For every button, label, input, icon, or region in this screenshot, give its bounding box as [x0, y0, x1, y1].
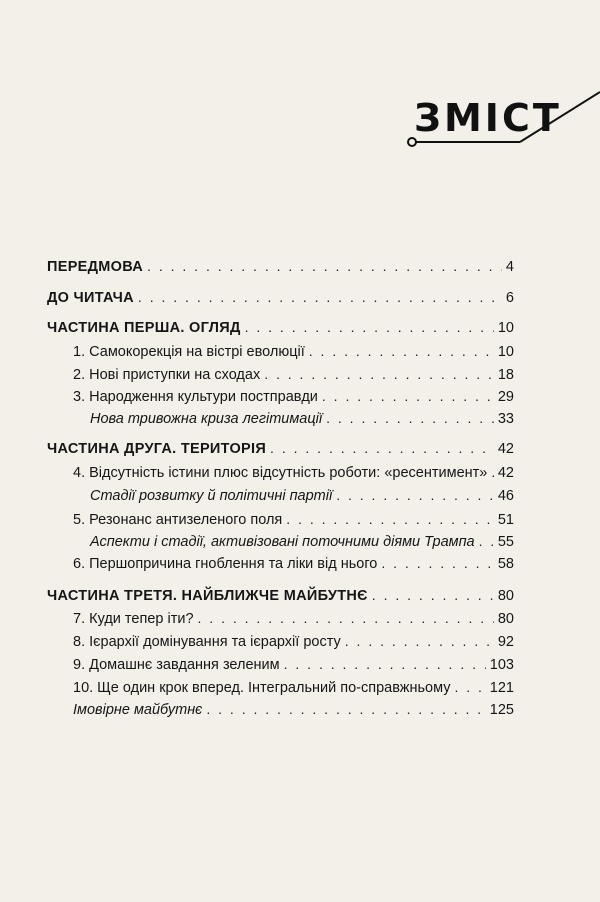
toc-entry-title: ЧАСТИНА ДРУГА. ТЕРИТОРІЯ — [47, 441, 267, 457]
toc-entry-title: 9. Домашнє завдання зеленим — [73, 657, 280, 673]
toc-entry-title: 2. Нові приступки на сходах — [73, 367, 261, 383]
toc-entry-page: 103 — [489, 657, 514, 673]
dot-leader — [284, 656, 486, 672]
toc-entry-page: 18 — [497, 367, 514, 383]
toc-entry-page: 29 — [497, 389, 514, 405]
toc-entry-page: 55 — [497, 534, 514, 550]
dot-leader — [322, 388, 494, 404]
toc-entry-page: 10 — [497, 320, 514, 336]
toc-entry-title: ЧАСТИНА ПЕРША. ОГЛЯД — [47, 320, 241, 336]
toc-entry — [0, 533, 600, 555]
toc-entry-page: 92 — [497, 634, 514, 650]
dot-leader — [372, 587, 494, 603]
toc-entry-page: 80 — [497, 588, 514, 604]
dot-leader — [147, 258, 502, 274]
toc-entry — [0, 679, 600, 701]
dot-leader — [479, 533, 494, 549]
toc-entry-title: ЧАСТИНА ТРЕТЯ. НАЙБЛИЖЧЕ МАЙБУТНЄ — [47, 588, 368, 604]
toc-entry-title: 8. Ієрархії домінування та ієрархії росту — [73, 634, 341, 650]
toc-entry-page: 4 — [505, 259, 514, 275]
toc-entry — [0, 440, 600, 462]
dot-leader — [345, 633, 494, 649]
toc-entry — [0, 319, 600, 341]
toc-entry — [0, 633, 600, 655]
toc-entry — [0, 487, 600, 509]
toc-entry-page: 42 — [497, 465, 514, 481]
toc-entry — [0, 587, 600, 609]
toc-entry-title: 1. Самокорекція на вістрі еволюції — [73, 344, 305, 360]
toc-entry — [0, 555, 600, 577]
dot-leader — [138, 289, 502, 305]
dot-leader — [270, 440, 494, 456]
dot-leader — [336, 487, 494, 503]
toc-entry-page: 58 — [497, 556, 514, 572]
toc-entry-page: 46 — [497, 488, 514, 504]
toc-entry-title: Нова тривожна криза легітимації — [90, 411, 323, 427]
toc-entry — [0, 511, 600, 533]
dot-leader — [264, 366, 494, 382]
toc-entry — [0, 258, 600, 280]
toc-entry — [0, 388, 600, 410]
dot-leader — [326, 410, 494, 426]
toc-entry — [0, 343, 600, 365]
toc-entry — [0, 464, 600, 486]
toc-entry — [0, 656, 600, 678]
dot-leader — [198, 610, 494, 626]
toc-entry-page: 33 — [497, 411, 514, 427]
toc-entry-title: 7. Куди тепер іти? — [73, 611, 194, 627]
toc-entry-title: 3. Народження культури постправди — [73, 389, 318, 405]
toc-entry — [0, 410, 600, 432]
toc-entry-title: ДО ЧИТАЧА — [47, 290, 134, 306]
page-title: ЗМІСТ — [414, 96, 562, 140]
toc-entry-page: 121 — [489, 680, 514, 696]
toc-entry-title: Імовірне майбутнє — [73, 702, 203, 718]
toc-entry-page: 42 — [497, 441, 514, 457]
toc-entry — [0, 289, 600, 311]
toc-entry-page: 80 — [497, 611, 514, 627]
toc-entry-title: 6. Першопричина гноблення та ліки від нього — [73, 556, 378, 572]
toc-entry-page: 51 — [497, 512, 514, 528]
toc-entry-page: 6 — [505, 290, 514, 306]
dot-leader — [454, 679, 485, 695]
dot-leader — [309, 343, 494, 359]
toc-entry-title: 10. Ще один крок вперед. Інтегральний по-справжньому — [73, 680, 451, 696]
toc-entry-title: 5. Резонанс антизеленого поля — [73, 512, 283, 528]
toc-entry-title: Стадії розвитку й політичні партії — [90, 488, 333, 504]
toc-entry-title: ПЕРЕДМОВА — [47, 259, 144, 275]
dot-leader — [491, 464, 494, 480]
toc-entry — [0, 366, 600, 388]
toc-entry — [0, 610, 600, 632]
toc-entry-title: Аспекти і стадії, активізовані поточними діями Трампа — [90, 534, 475, 550]
dot-leader — [381, 555, 493, 571]
toc-entry-page: 125 — [489, 702, 514, 718]
dot-leader — [206, 701, 485, 717]
dot-leader — [245, 319, 494, 335]
toc-entry-page: 10 — [497, 344, 514, 360]
toc-entry — [0, 701, 600, 723]
toc-entry-title: 4. Відсутність істини плюс відсутність роботи: «ресентимент» — [73, 465, 488, 481]
dot-leader — [286, 511, 494, 527]
